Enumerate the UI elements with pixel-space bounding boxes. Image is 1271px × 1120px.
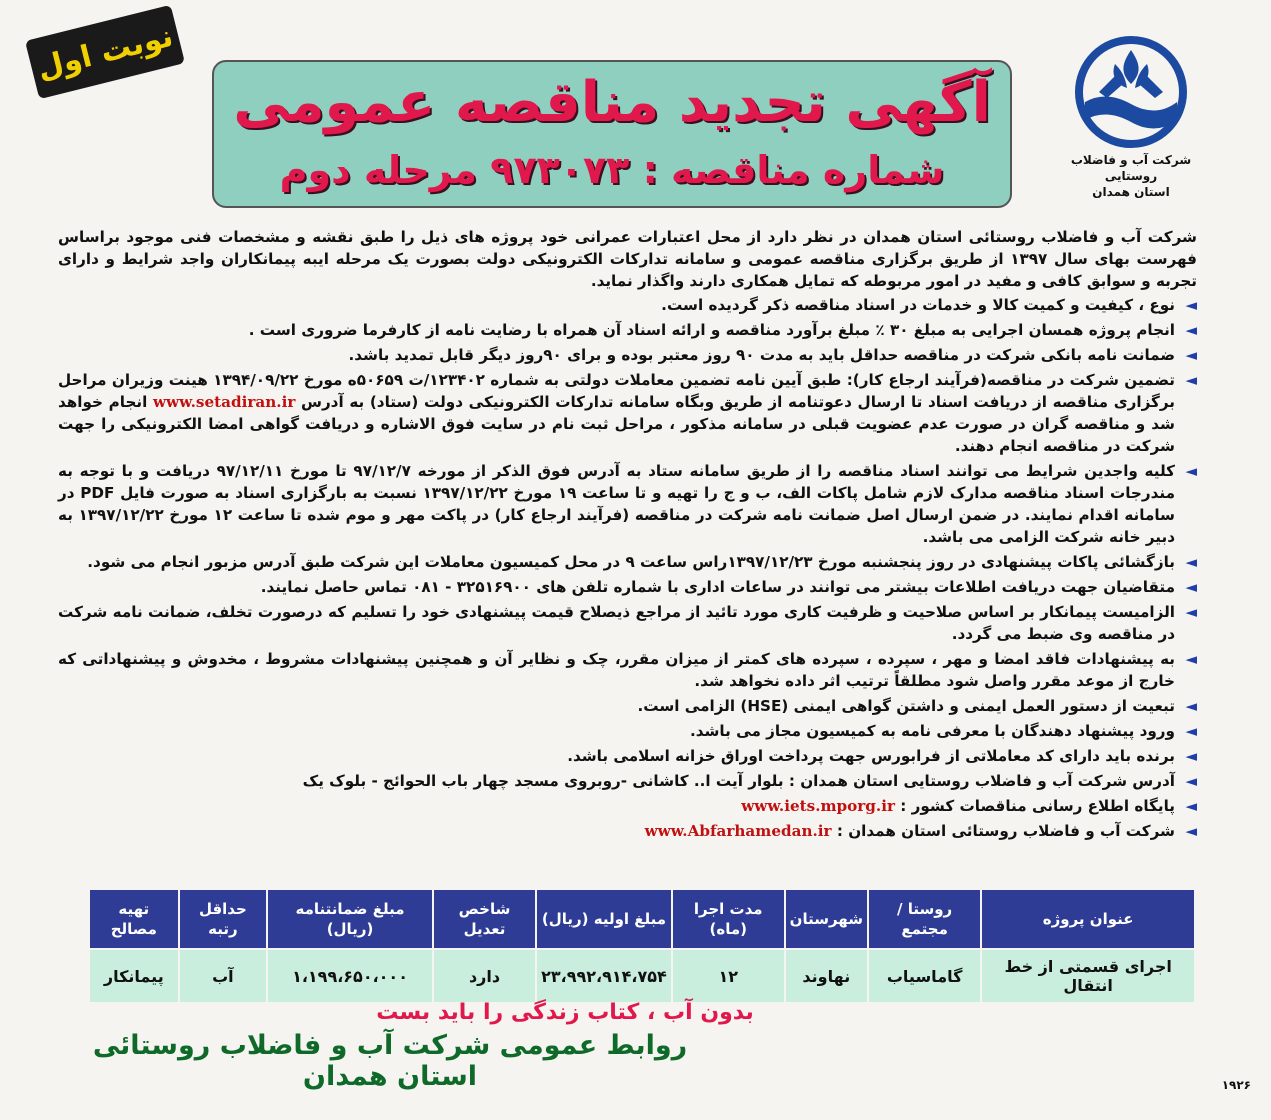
company-logo bbox=[1061, 32, 1201, 199]
arrow-icon: ◄ bbox=[1185, 553, 1197, 571]
link-item: ◄ شرکت آب و فاضلاب روستائی استان همدان : www.Abfarhamedan.ir bbox=[644, 822, 1197, 840]
cell-materials: پیمانکار bbox=[89, 949, 179, 1003]
list-item: ◄ آدرس شرکت آب و فاضلاب روستایی استان همدان : بلوار آیت ا.. کاشانی -روبروی مسجد چهار باب الحوائج - بلوک یک bbox=[302, 772, 1197, 790]
arrow-icon: ◄ bbox=[1185, 650, 1197, 668]
arrow-icon: ◄ bbox=[1185, 747, 1197, 765]
list-item: ◄ بازگشائی پاکات پیشنهادی در روز پنجشنبه مورخ ۱۳۹۷/۱۲/۲۳راس ساعت ۹ در محل کمیسیون معاملات این شرکت طبق آدرس مزبور انجام می شود. bbox=[87, 553, 1197, 571]
cell-min-rank: آب bbox=[179, 949, 268, 1003]
header-guarantee-amount: مبلغ ضمانتنامه (ریال) bbox=[267, 889, 433, 949]
list-item: ◄ انجام پروژه همسان اجرایی به مبلغ ۳۰ ٪ مبلغ برآورد مناقصه و ارائه اسناد آن همراه با رضایت نامه از کارفرما ضروری است . bbox=[248, 321, 1197, 339]
abfarhamedan-link[interactable]: www.Abfarhamedan.ir bbox=[644, 822, 832, 840]
list-item: ◄ به پیشنهادات فاقد امضا و مهر ، سپرده ، سپرده های کمتر از میزان مقرر، چک و نظایر آن و همچنین پیشنهادات مشروط ، مخدوش و پیشنهاداتی که خارج از موعد مقرر واصل شود مطلقاً ترتیب اثر داده نخواهد شد. bbox=[58, 650, 1197, 690]
iets-link[interactable]: www.iets.mporg.ir bbox=[741, 797, 895, 815]
arrow-icon: ◄ bbox=[1185, 722, 1197, 740]
list-item: ◄ متقاضیان جهت دریافت اطلاعات بیشتر می توانند در ساعات اداری با شماره تلفن های ۳۲۵۱۶۹۰۰ - ۰۸۱ تماس حاصل نمایند. bbox=[260, 578, 1197, 596]
arrow-icon: ◄ bbox=[1185, 371, 1197, 389]
arrow-icon: ◄ bbox=[1185, 578, 1197, 596]
table-row bbox=[89, 949, 1195, 1003]
arrow-icon: ◄ bbox=[1185, 296, 1197, 314]
list-item: ◄ برنده باید دارای کد معاملاتی از فرابورس جهت پرداخت اوراق خزانه اسلامی باشد. bbox=[567, 747, 1197, 765]
public-relations-footer: روابط عمومی شرکت آب و فاضلاب روستائی استان همدان bbox=[92, 1030, 688, 1092]
intro-paragraph: شرکت آب و فاضلاب روستائی استان همدان در نظر دارد از محل اعتبارات عمرانی خود پروژه های ذیل را طبق نقشه و مشخصات فنی موجود براساس فهرست بهای سال ۱۳۹۷ از طریق برگزاری مناقصه عمومی و سامانه تدارکات الکترونیکی دولت بصورت یک مرحله ایبه پیمانکاران واجد شرایط و دارای تجربه و سوابق کافی و مفید در امور مربوطه که تمایل همکاری دارند واگذار نماید. bbox=[58, 228, 1197, 290]
conditions-list bbox=[58, 294, 1197, 842]
cell-guarantee-amount: ۱،۱۹۹،۶۵۰،۰۰۰ bbox=[267, 949, 433, 1003]
link-item: ◄ پایگاه اطلاع رسانی مناقصات کشور : www.iets.mporg.ir bbox=[741, 797, 1197, 815]
tender-number: شماره مناقصه : ۹۷۳۰۷۳ مرحله دوم bbox=[279, 148, 945, 192]
notice-body bbox=[58, 226, 1197, 845]
page-title: آگهی تجدید مناقصه عمومی bbox=[233, 70, 991, 135]
arrow-icon: ◄ bbox=[1185, 321, 1197, 339]
project-table bbox=[88, 888, 1196, 1004]
table-header-row bbox=[89, 889, 1195, 949]
cell-project-title: اجرای قسمتی از خط انتقال bbox=[981, 949, 1195, 1003]
header-duration: مدت اجرا (ماه) bbox=[672, 889, 785, 949]
guarantee-item: ◄ تضمین شرکت در مناقصه(فرآیند ارجاع کار): طبق آیین نامه تضمین معاملات دولتی به شماره ۱۲۳۴۰۲/ت ۵۰۶۵۹ه مورخ ۱۳۹۴/۰۹/۲۲ هینت وزیران مراحل برگزاری مناقصه از دریافت اسناد تا ارسال دعوتنامه از طریق وبگاه سامانه تدارکات الکترونیکی دولت (ستاد) به آدرس www.setadiran.ir انجام خواهد شد و مناقصه گران در صورت عدم عضویت قبلی در سامانه مذکور ، مراحل ثبت نام در سایت فوق الاشاره و دریافت گواهی امضا الکترونیکی را جهت شرکت در مناقصه انجام دهند. bbox=[58, 371, 1197, 455]
cell-initial-amount: ۲۳،۹۹۲،۹۱۴،۷۵۴ bbox=[536, 949, 672, 1003]
first-round-badge: نوبت اول bbox=[25, 5, 185, 100]
title-panel bbox=[212, 60, 1012, 208]
header-project-title: عنوان پروژه bbox=[981, 889, 1195, 949]
list-item: ◄ ضمانت نامه بانکی شرکت در مناقصه حداقل باید به مدت ۹۰ روز معتبر بوده و برای ۹۰روز دیگر قابل تمدید باشد. bbox=[348, 346, 1197, 364]
list-item: ◄ تبعیت از دستور العمل ایمنی و داشتن گواهی ایمنی (HSE) الزامی است. bbox=[637, 697, 1197, 715]
list-item: ◄ کلیه واجدین شرایط می توانند اسناد مناقصه را از طریق سامانه ستاد به آدرس فوق الذکر از مورخه ۹۷/۱۲/۷ تا مورخ ۹۷/۱۲/۱۱ دریافت و با توجه به مندرجات اسناد مناقصه مدارک لازم شامل پاکات الف، ب و ج را تهیه و تا ساعت ۱۹ مورخ ۱۳۹۷/۱۲/۲۲ نسبت به بارگزاری اسناد به صورت فایل PDF در سامانه اقدام نمایند. در ضمن ارسال اصل ضمانت نامه شرکت در مناقصه (فرآیند ارجاع کار) در پاکت مهر و موم شده تا ساعت ۱۲ مورخ ۱۳۹۷/۱۲/۲۲ به دبیر خانه شرکت الزامی می باشد. bbox=[58, 462, 1197, 546]
setadiran-link[interactable]: www.setadiran.ir bbox=[152, 393, 296, 411]
cell-county: نهاوند bbox=[785, 949, 868, 1003]
slogan: بدون آب ، کتاب زندگی را باید بست bbox=[376, 1000, 754, 1025]
arrow-icon: ◄ bbox=[1185, 822, 1197, 840]
arrow-icon: ◄ bbox=[1185, 772, 1197, 790]
list-item: ◄ الزامیست پیمانکار بر اساس صلاحیت و ظرفیت کاری مورد تائید از مراجع ذیصلاح قیمت پیشنهادی خود را تسلیم که درصورت تخلف، ضمانت نامه شرکت در مناقصه وی ضبط می گردد. bbox=[58, 603, 1197, 643]
arrow-icon: ◄ bbox=[1185, 797, 1197, 815]
header-village: روستا / مجتمع bbox=[868, 889, 981, 949]
logo-caption-line1: شرکت آب و فاضلاب روستایی bbox=[1070, 153, 1192, 183]
cell-duration: ۱۲ bbox=[672, 949, 785, 1003]
arrow-icon: ◄ bbox=[1185, 697, 1197, 715]
header-adjustment-index: شاخص تعدیل bbox=[433, 889, 536, 949]
header-initial-amount: مبلغ اولیه (ریال) bbox=[536, 889, 672, 949]
logo-caption-line2: استان همدان bbox=[1092, 185, 1170, 199]
water-company-emblem-icon bbox=[1071, 32, 1191, 150]
arrow-icon: ◄ bbox=[1185, 462, 1197, 480]
logo-caption bbox=[1061, 152, 1201, 200]
cell-adjustment-index: دارد bbox=[433, 949, 536, 1003]
list-item: ◄ نوع ، کیفیت و کمیت کالا و خدمات در اسناد مناقصه ذکر گردیده است. bbox=[661, 296, 1197, 314]
arrow-icon: ◄ bbox=[1185, 603, 1197, 621]
cell-village: گاماسیاب bbox=[868, 949, 981, 1003]
header-materials: تهیه مصالح bbox=[89, 889, 179, 949]
header-county: شهرستان bbox=[785, 889, 868, 949]
list-item: ◄ ورود پیشنهاد دهندگان با معرفی نامه به کمیسیون مجاز می باشد. bbox=[689, 722, 1197, 740]
page-number: ۱۹۲۶ bbox=[1221, 1078, 1251, 1092]
header-min-rank: حداقل رتبه bbox=[179, 889, 268, 949]
arrow-icon: ◄ bbox=[1185, 346, 1197, 364]
